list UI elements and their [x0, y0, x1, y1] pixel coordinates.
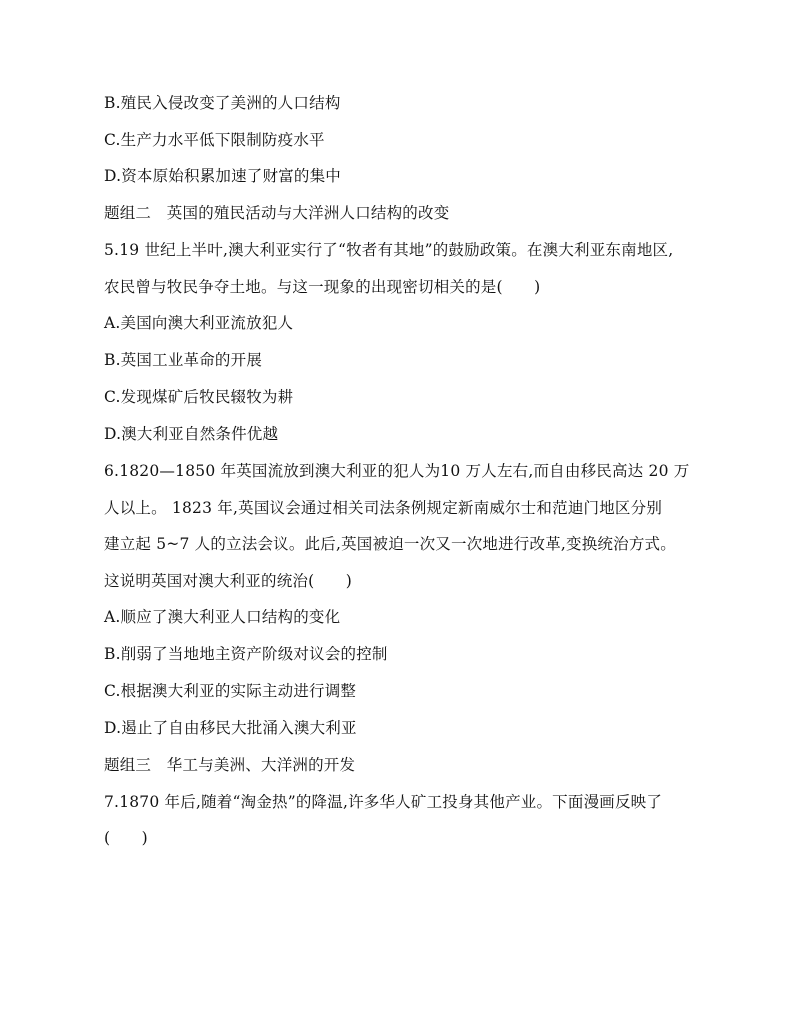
q7-answer-blank: ( ): [104, 829, 148, 847]
q5-option-b: B.英国工业革命的开展: [104, 351, 263, 369]
q5-stem-line-1: 5.19 世纪上半叶,澳大利亚实行了“牧者有其地”的鼓励政策。在澳大利亚东南地区,: [104, 241, 674, 259]
q6-option-b: B.削弱了当地地主资产阶级对议会的控制: [104, 645, 388, 663]
q6-stem-line-4: 这说明英国对澳大利亚的统治( ): [104, 572, 352, 590]
q6-stem-line-3: 建立起 5~7 人的立法会议。此后,英国被迫一次又一次地进行改革,变换统治方式。: [104, 535, 676, 553]
q5-option-c: C.发现煤矿后牧民辍牧为耕: [104, 388, 294, 406]
q4-option-d: D.资本原始积累加速了财富的集中: [104, 167, 342, 185]
q4-option-c: C.生产力水平低下限制防疫水平: [104, 131, 325, 149]
q6-option-d: D.遏止了自由移民大批涌入澳大利亚: [104, 719, 357, 737]
q6-option-c: C.根据澳大利亚的实际主动进行调整: [104, 682, 357, 700]
section-heading-3: 题组三 华工与美洲、大洋洲的开发: [104, 756, 356, 774]
q5-option-a: A.美国向澳大利亚流放犯人: [104, 314, 294, 332]
q7-stem-line-1: 7.1870 年后,随着“淘金热”的降温,许多华人矿工投身其他产业。下面漫画反映了: [104, 793, 663, 811]
q6-stem-line-1: 6.1820—1850 年英国流放到澳大利亚的犯人为10 万人左右,而自由移民高达 20 万: [104, 462, 690, 480]
section-heading-2: 题组二 英国的殖民活动与大洋洲人口结构的改变: [104, 204, 450, 222]
q5-stem-line-2: 农民曾与牧民争夺土地。与这一现象的出现密切相关的是( ): [104, 278, 541, 296]
q4-option-b: B.殖民入侵改变了美洲的人口结构: [104, 94, 341, 112]
q6-option-a: A.顺应了澳大利亚人口结构的变化: [104, 608, 341, 626]
q5-option-d: D.澳大利亚自然条件优越: [104, 425, 279, 443]
q6-stem-line-2: 人以上。 1823 年,英国议会通过相关司法条例规定新南威尔士和范迪门地区分别: [104, 499, 663, 517]
